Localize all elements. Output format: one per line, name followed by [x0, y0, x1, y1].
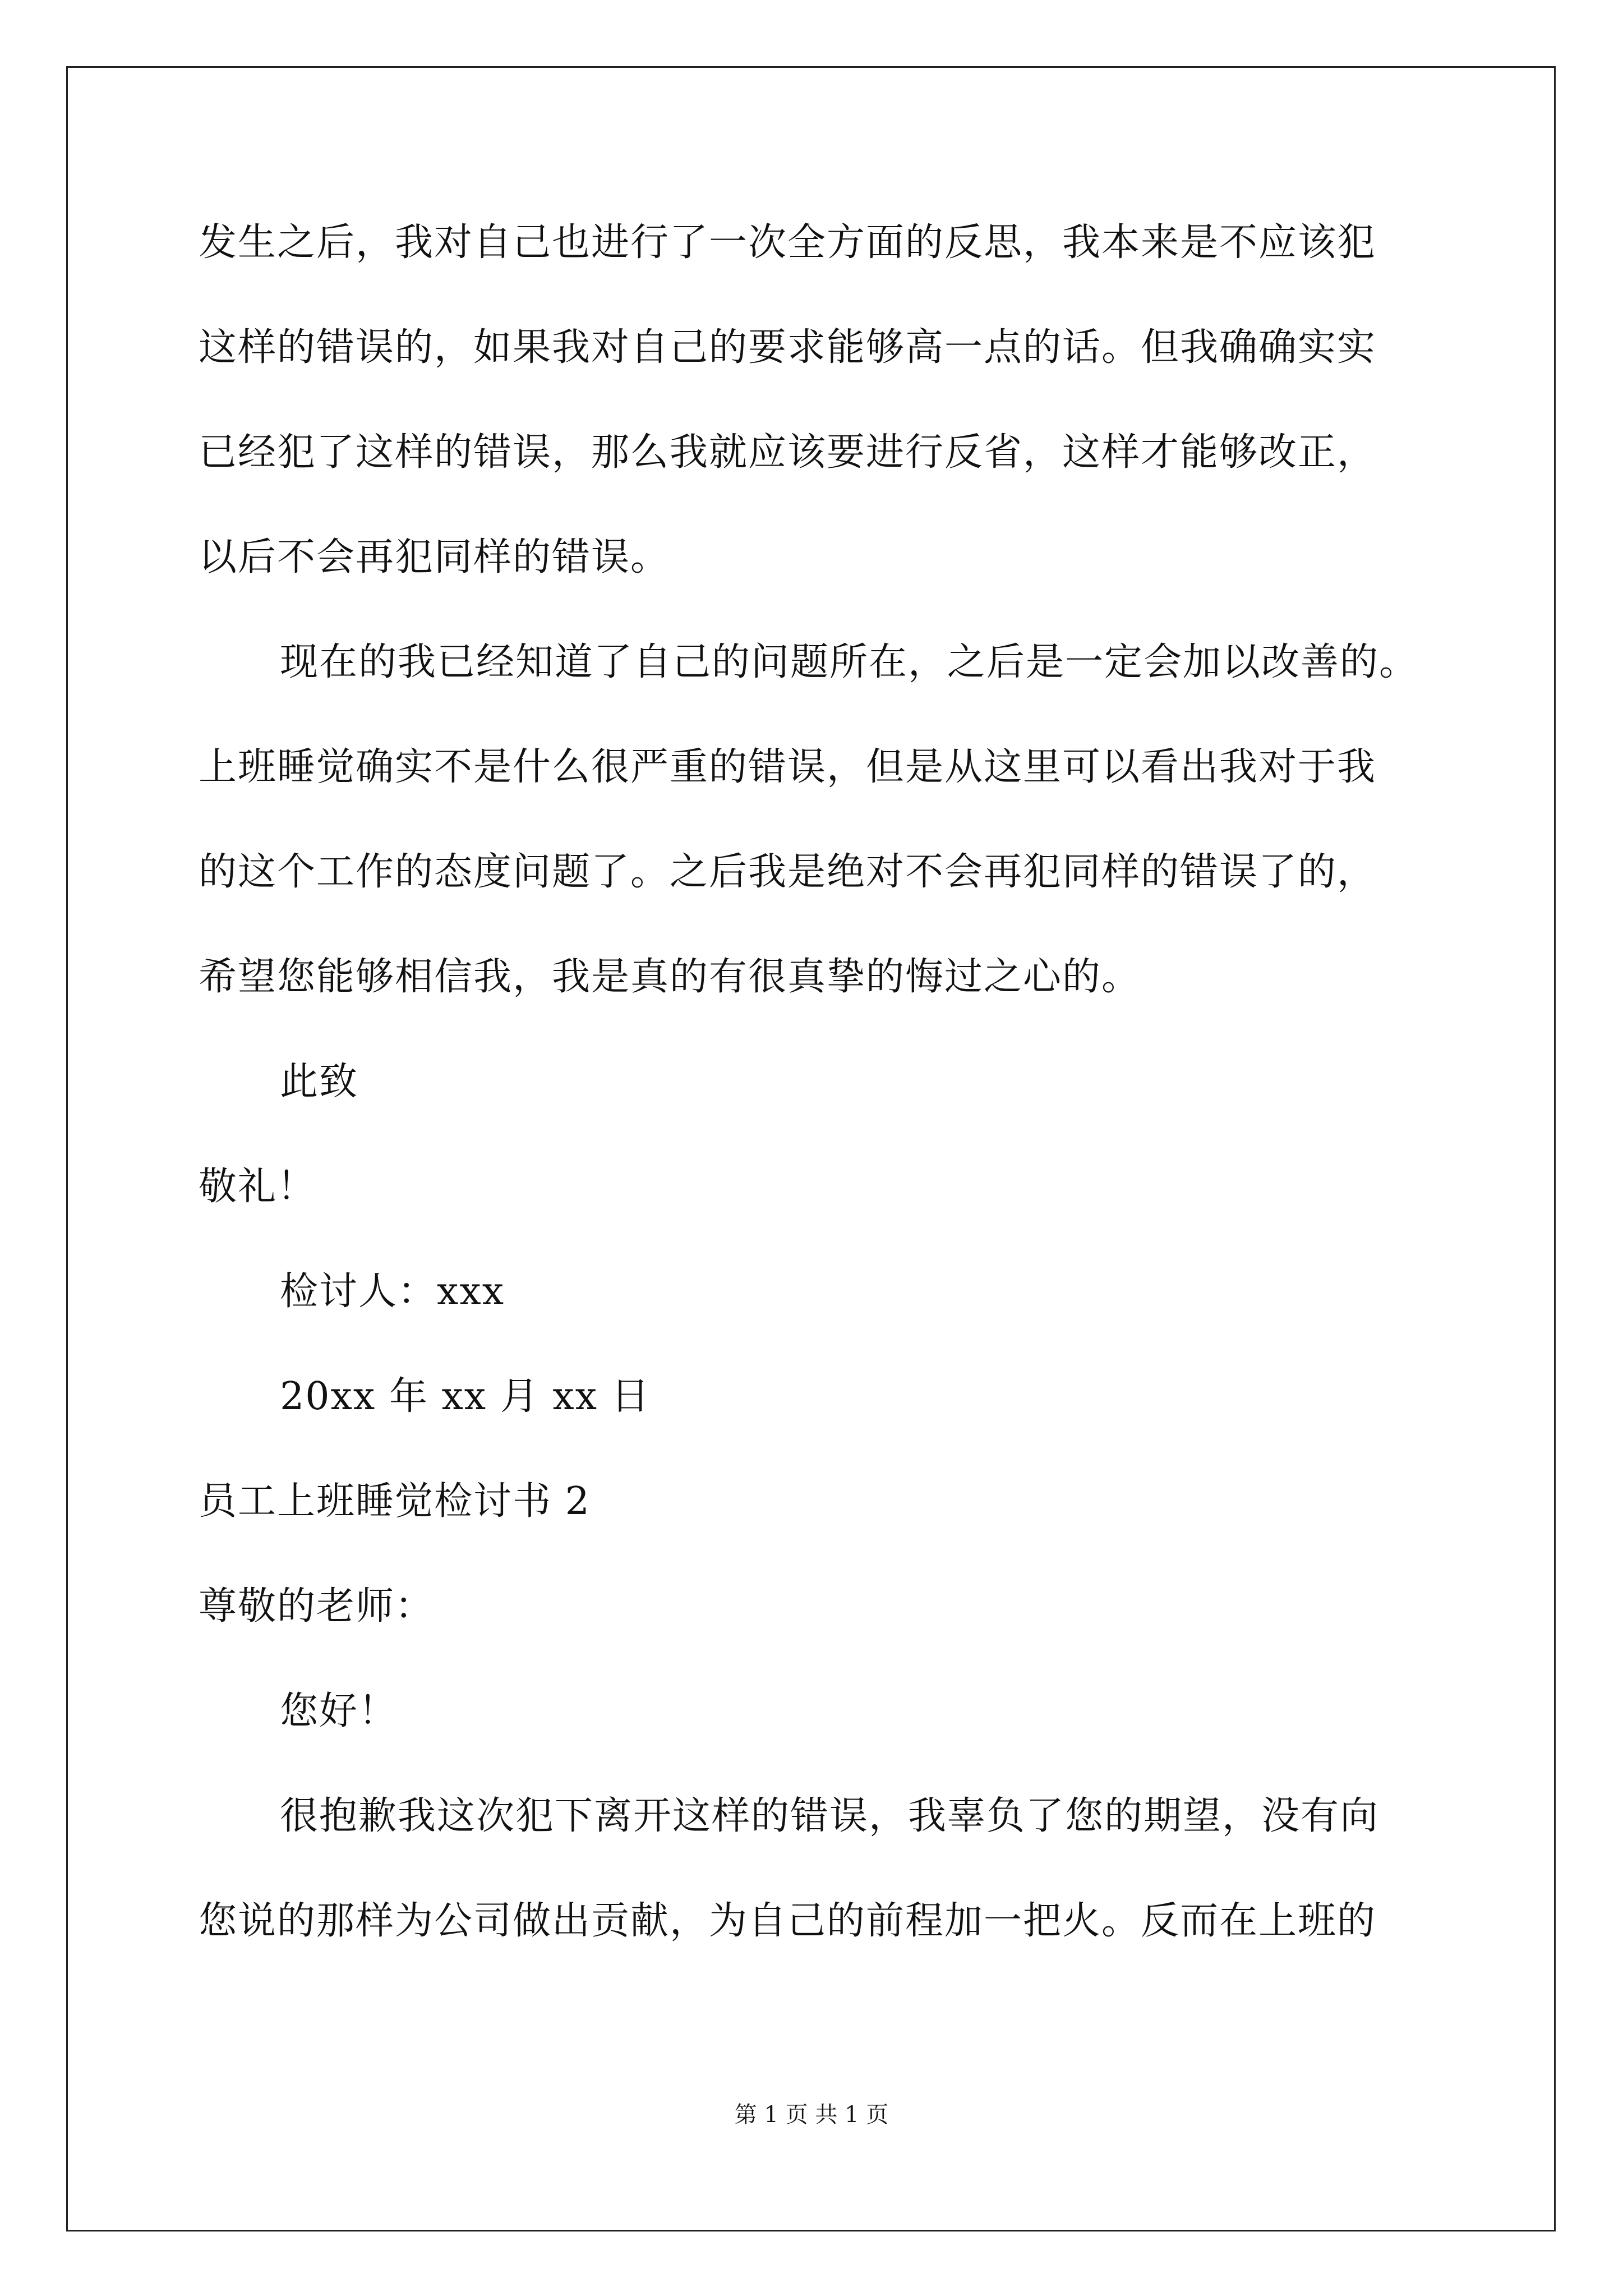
- closing-regards: 敬礼！: [199, 1165, 317, 1209]
- paragraph-line: 已经犯了这样的错误，那么我就应该要进行反省，这样才能够改正，: [199, 430, 1377, 475]
- paragraph-line: 上班睡觉确实不是什么很严重的错误，但是从这里可以看出我对于我: [199, 745, 1377, 789]
- greeting-line: 尊敬的老师：: [199, 1584, 435, 1628]
- paragraph-line: 这样的错误的，如果我对自己的要求能够高一点的话。但我确确实实: [199, 325, 1377, 370]
- paragraph-line: 现在的我已经知道了自己的问题所在，之后是一定会加以改善的。: [280, 640, 1419, 684]
- paragraph-line: 您说的那样为公司做出贡献，为自己的前程加一把火。反而在上班的: [199, 1899, 1377, 1943]
- date-line: 20xx 年 xx 月 xx 日: [280, 1374, 651, 1419]
- signature-line: 检讨人：xxx: [280, 1269, 505, 1314]
- paragraph-line: 很抱歉我这次犯下离开这样的错误，我辜负了您的期望，没有向: [280, 1794, 1380, 1838]
- closing-salutation: 此致: [280, 1060, 359, 1104]
- section-title: 员工上班睡觉检讨书 2: [199, 1479, 591, 1524]
- greeting-hello: 您好！: [280, 1689, 398, 1733]
- page-footer: 第 1 页 共 1 页: [734, 2102, 889, 2128]
- paragraph-line: 的这个工作的态度问题了。之后我是绝对不会再犯同样的错误了的，: [199, 850, 1377, 894]
- paragraph-line: 发生之后，我对自己也进行了一次全方面的反思，我本来是不应该犯: [199, 220, 1377, 265]
- paragraph-line: 希望您能够相信我，我是真的有很真挚的悔过之心的。: [199, 955, 1141, 999]
- paragraph-line: 以后不会再犯同样的错误。: [199, 535, 670, 579]
